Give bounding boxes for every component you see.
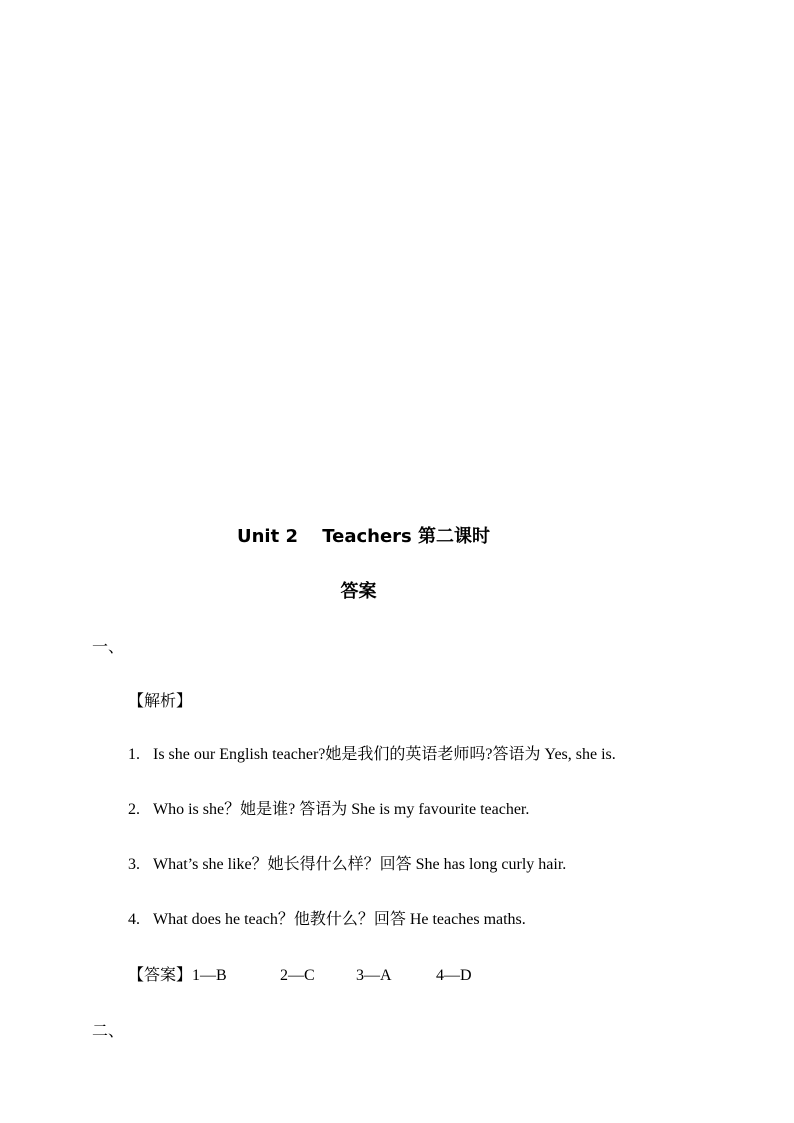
analysis-list [128, 744, 616, 964]
item-number: 3. [128, 856, 140, 873]
item-text: Who is she？她是谁? 答语为 She is my favourite teacher. [153, 801, 530, 818]
page-title: Unit 2 Teachers 第二课时 [236, 526, 491, 547]
item-number: 1. [128, 746, 140, 763]
item-number: 4. [128, 911, 140, 928]
analysis-label: 【解析】 [128, 691, 193, 710]
page-subtitle: 答案 [340, 581, 377, 602]
answer-3: 3—A [356, 967, 392, 984]
answer-4: 4—D [436, 967, 472, 984]
section-one-heading: 一、 [92, 637, 125, 656]
analysis-item [128, 854, 616, 909]
answer-label: 【答案】 [128, 965, 193, 984]
item-text: What does he teach？他教什么？回答 He teaches maths. [153, 911, 526, 928]
analysis-item [128, 744, 616, 799]
answer-1: 1—B [192, 967, 227, 984]
answer-line [128, 964, 472, 987]
item-text: What’s she like？她长得什么样？回答 She has long curly hair. [153, 856, 567, 873]
answer-2: 2—C [280, 967, 315, 984]
section-two-heading: 二、 [92, 1021, 125, 1040]
item-number: 2. [128, 801, 140, 818]
item-text: Is she our English teacher?她是我们的英语老师吗?答语为 Yes, she is. [153, 746, 616, 763]
analysis-item [128, 799, 616, 854]
analysis-item [128, 909, 616, 964]
